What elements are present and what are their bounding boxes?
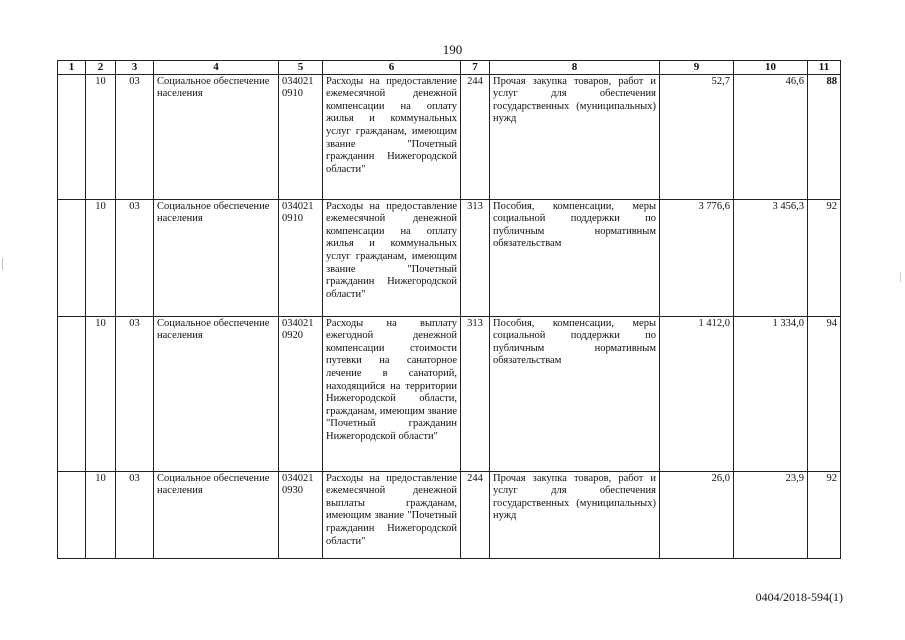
cell-percent: 92	[808, 471, 841, 558]
cell-section: 10	[86, 471, 116, 558]
cell-section: 10	[86, 199, 116, 316]
cell-planned-amount: 26,0	[660, 471, 734, 558]
cell-expense-type-name: Прочая закупка товаров, работ и услуг для обеспечения государственных (муниципальных) нужд	[490, 471, 660, 558]
cell-col1	[58, 316, 86, 471]
cell-expense-type-name: Пособия, компенсации, меры социальной поддержки по публичным нормативным обязательствам	[490, 199, 660, 316]
cell-planned-amount: 52,7	[660, 74, 734, 199]
cell-percent: 88	[808, 74, 841, 199]
column-header: 8	[490, 61, 660, 75]
cell-subsection: 03	[116, 471, 154, 558]
table-row	[58, 199, 841, 316]
cell-actual-amount: 46,6	[734, 74, 808, 199]
column-header: 4	[154, 61, 279, 75]
column-header: 2	[86, 61, 116, 75]
cell-actual-amount: 3 456,3	[734, 199, 808, 316]
cell-section-name: Социальное обеспечение населения	[154, 74, 279, 199]
cell-subsection: 03	[116, 316, 154, 471]
cell-expense-description: Расходы на предоставление ежемесячной денежной компенсации на оплату жилья и коммунальных услуг гражданам, имеющим звание "Почетный гражданин Нижегородской области"	[323, 74, 461, 199]
column-header: 7	[461, 61, 490, 75]
cell-col1	[58, 199, 86, 316]
cell-expense-type-code: 244	[461, 471, 490, 558]
scan-margin-mark	[2, 258, 3, 270]
column-header: 9	[660, 61, 734, 75]
column-header: 6	[323, 61, 461, 75]
cell-target-code: 034021 0930	[279, 471, 323, 558]
column-header: 1	[58, 61, 86, 75]
budget-table	[57, 60, 841, 559]
table-row	[58, 316, 841, 471]
column-header: 3	[116, 61, 154, 75]
column-header: 5	[279, 61, 323, 75]
cell-col1	[58, 471, 86, 558]
cell-subsection: 03	[116, 199, 154, 316]
cell-expense-description: Расходы на выплату ежегодной денежной компенсации стоимости путевки на санаторное лечение в санаторий, находящийся на территории Нижегородской области, гражданам, имеющим звание "Почетный гражданин Нижегородской области"	[323, 316, 461, 471]
document-code: 0404/2018-594(1)	[755, 590, 843, 604]
cell-planned-amount: 3 776,6	[660, 199, 734, 316]
page-number: 190	[442, 42, 463, 57]
cell-planned-amount: 1 412,0	[660, 316, 734, 471]
cell-col1	[58, 74, 86, 199]
cell-section: 10	[86, 74, 116, 199]
table-header-row	[58, 61, 841, 75]
cell-expense-type-code: 313	[461, 316, 490, 471]
cell-actual-amount: 23,9	[734, 471, 808, 558]
table-row	[58, 74, 841, 199]
cell-section-name: Социальное обеспечение населения	[154, 316, 279, 471]
cell-expense-description: Расходы на предоставление ежемесячной денежной компенсации на оплату жилья и коммунальных услуг гражданам, имеющим звание "Почетный гражданин Нижегородской области"	[323, 199, 461, 316]
cell-section-name: Социальное обеспечение населения	[154, 199, 279, 316]
cell-expense-type-name: Пособия, компенсации, меры социальной поддержки по публичным нормативным обязательствам	[490, 316, 660, 471]
cell-section-name: Социальное обеспечение населения	[154, 471, 279, 558]
cell-percent: 94	[808, 316, 841, 471]
column-header: 10	[734, 61, 808, 75]
table-row	[58, 471, 841, 558]
cell-section: 10	[86, 316, 116, 471]
cell-expense-type-code: 313	[461, 199, 490, 316]
scan-margin-mark	[900, 272, 901, 282]
cell-target-code: 034021 0910	[279, 199, 323, 316]
cell-expense-description: Расходы на предоставление ежемесячной денежной выплаты гражданам, имеющим звание "Почетный гражданин Нижегородской области"	[323, 471, 461, 558]
cell-expense-type-name: Прочая закупка товаров, работ и услуг для обеспечения государственных (муниципальных) нужд	[490, 74, 660, 199]
cell-expense-type-code: 244	[461, 74, 490, 199]
cell-actual-amount: 1 334,0	[734, 316, 808, 471]
cell-target-code: 034021 0920	[279, 316, 323, 471]
cell-target-code: 034021 0910	[279, 74, 323, 199]
cell-percent: 92	[808, 199, 841, 316]
column-header: 11	[808, 61, 841, 75]
cell-subsection: 03	[116, 74, 154, 199]
